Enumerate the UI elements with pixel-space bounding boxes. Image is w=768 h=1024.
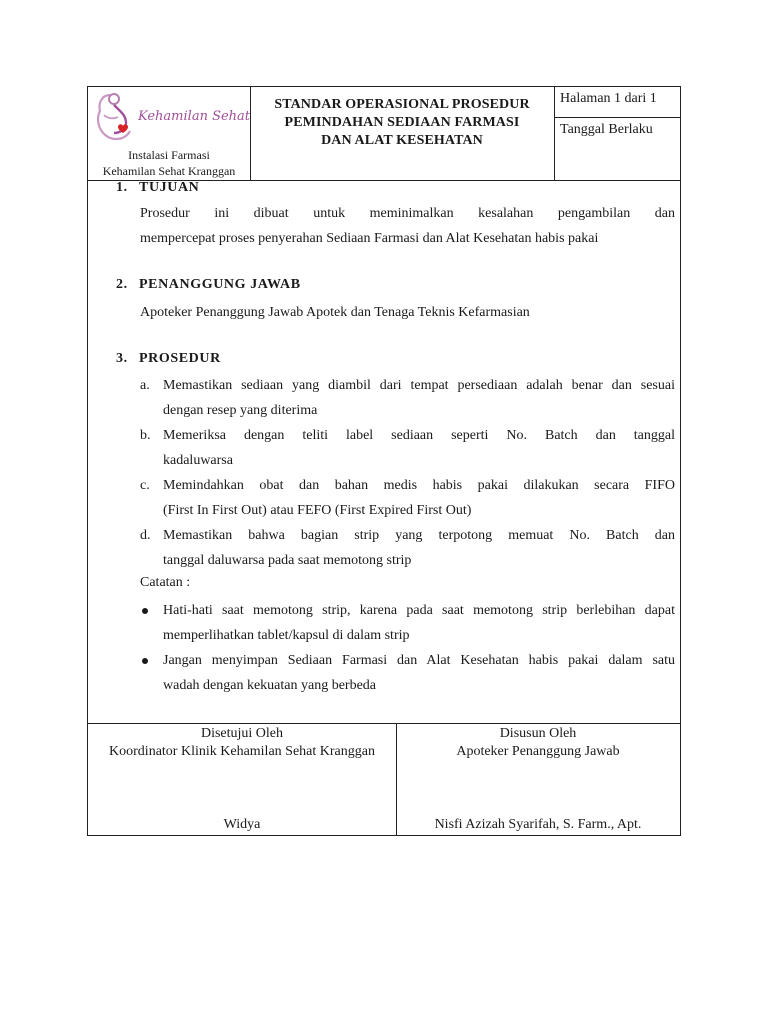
pregnant-woman-icon [92, 89, 140, 143]
effective-date-label: Tanggal Berlaku [560, 122, 653, 137]
institution-line-1: Instalasi Farmasi [128, 148, 210, 162]
step-marker: a. [140, 378, 150, 393]
approval-block [88, 723, 396, 761]
section-number: 2. [116, 277, 128, 292]
step-line-2: tanggal daluwarsa pada saat memotong strip [163, 553, 412, 568]
note-line-2: wadah dengan kekuatan yang berbeda [163, 678, 377, 693]
approved-name: Widya [223, 817, 261, 832]
institution-line-2: Kehamilan Sehat Kranggan [102, 164, 236, 178]
section-prosedur-heading [116, 351, 221, 367]
step-line-2: (First In First Out) atau FEFO (First Expired First Out) [163, 503, 472, 518]
section-penanggung-jawab-text: Apoteker Penanggung Jawab Apotek dan Tenaga Teknis Kefarmasian [140, 305, 530, 320]
step-line-2: kadaluwarsa [163, 453, 233, 468]
step-line-1: Memeriksa dengan teliti label sediaan seperti No. Batch dan tanggal [163, 428, 675, 443]
step-line-2: dengan resep yang diterima [163, 403, 318, 418]
section-title: PENANGGUNG JAWAB [139, 277, 301, 292]
clinic-logo [92, 89, 251, 145]
prepared-label: Disusun Oleh [499, 726, 577, 741]
step-line-1: Memindahkan obat dan bahan medis habis pakai dilakukan secara FIFO [163, 478, 675, 493]
document-title [252, 96, 552, 150]
meta-divider [554, 117, 680, 118]
prepared-block [396, 723, 680, 761]
section-tujuan-text [140, 201, 675, 251]
institution-name [88, 147, 250, 179]
step-marker: c. [140, 478, 150, 493]
prepared-name: Nisfi Azizah Syarifah, S. Farm., Apt. [434, 817, 642, 832]
step-line-1: Memastikan sediaan yang diambil dari tempat persediaan adalah benar dan sesuai [163, 378, 675, 393]
approved-role: Koordinator Klinik Kehamilan Sehat Kranggan [109, 744, 375, 759]
section-title: TUJUAN [139, 180, 200, 195]
step-marker: b. [140, 428, 151, 443]
title-line-1: STANDAR OPERASIONAL PROSEDUR [274, 97, 530, 112]
step-marker: d. [140, 528, 151, 543]
tujuan-line-1: Prosedur ini dibuat untuk meminimalkan kesalahan pengambilan dan [140, 206, 675, 221]
bullet-icon [142, 608, 148, 614]
section-penanggung-jawab-heading [116, 277, 301, 293]
tujuan-line-2: mempercepat proses penyerahan Sediaan Farmasi dan Alat Kesehatan habis pakai [140, 231, 599, 246]
approved-label: Disetujui Oleh [200, 726, 284, 741]
title-line-2: PEMINDAHAN SEDIAAN FARMASI [284, 115, 520, 130]
prepared-role: Apoteker Penanggung Jawab [456, 744, 620, 759]
bullet-icon [142, 658, 148, 664]
note-line-1: Jangan menyimpan Sediaan Farmasi dan Alat Kesehatan habis pakai dalam satu [163, 653, 675, 668]
page-info: Halaman 1 dari 1 [560, 91, 657, 106]
header-right-divider [554, 87, 555, 180]
section-number: 1. [116, 180, 128, 195]
logo-text: Kehamilan Sehat [138, 109, 251, 124]
sop-document [87, 86, 681, 836]
note-line-2: memperlihatkan tablet/kapsul di dalam strip [163, 628, 410, 643]
section-tujuan-heading [116, 180, 199, 196]
header-left-divider [250, 87, 251, 180]
note-line-1: Hati-hati saat memotong strip, karena pada saat memotong strip berlebihan dapat [163, 603, 675, 618]
step-line-1: Memastikan bahwa bagian strip yang terpotong memuat No. Batch dan [163, 528, 675, 543]
notes-label: Catatan : [140, 575, 191, 590]
section-title: PROSEDUR [139, 351, 221, 366]
title-line-3: DAN ALAT KESEHATAN [321, 133, 483, 148]
section-number: 3. [116, 351, 128, 366]
